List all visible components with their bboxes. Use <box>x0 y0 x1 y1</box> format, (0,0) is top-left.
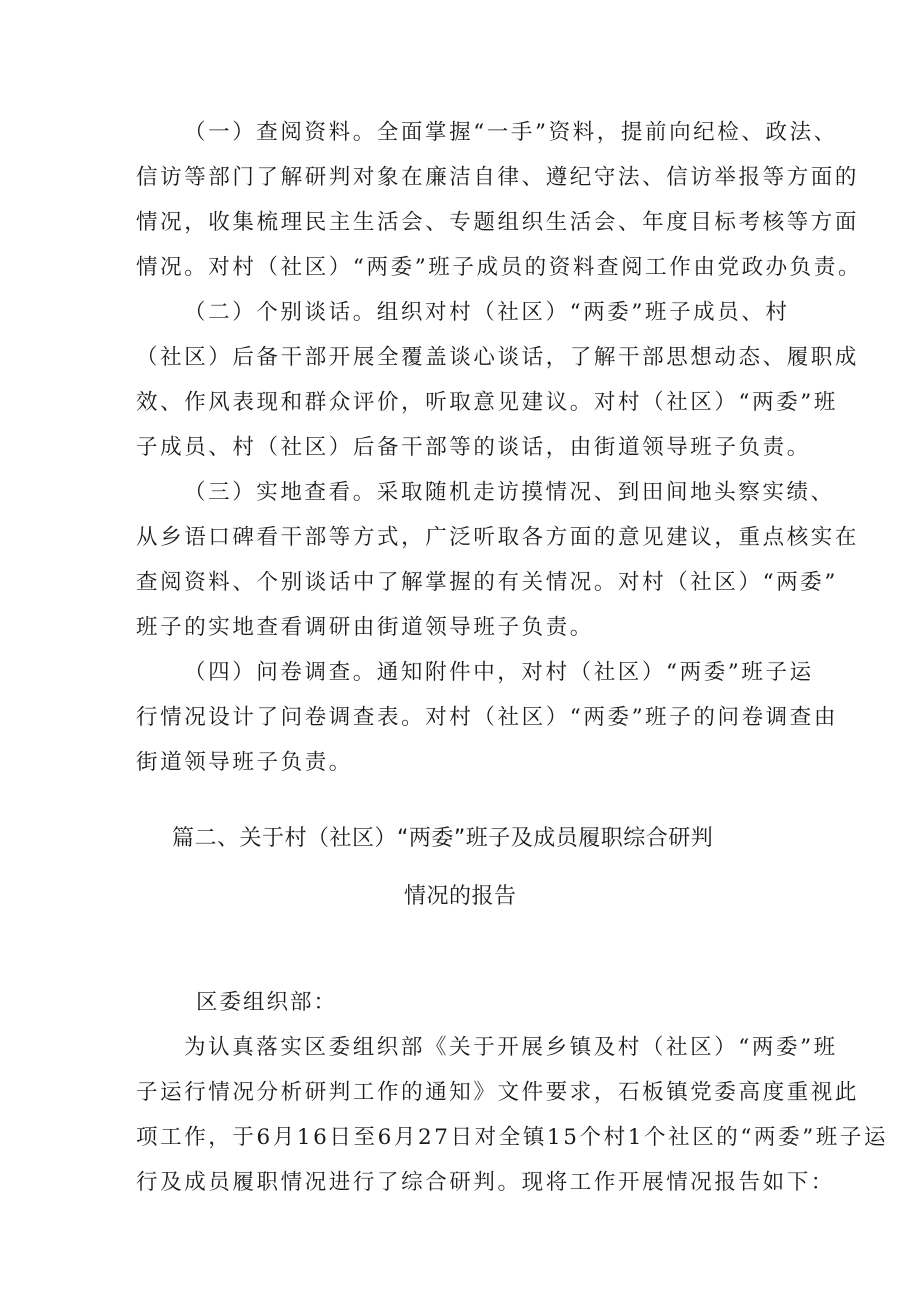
paragraph-3-line-1: （三）实地查看。采取随机走访摸情况、到田间地头察实绩、 <box>184 480 835 505</box>
paragraph-1-line-3: 情况，收集梳理民主生活会、专题组织生活会、年度目标考核等方面 <box>136 210 860 235</box>
paragraph-4-line-1: （四）问卷调查。通知附件中，对村（社区）“两委”班子运 <box>184 660 814 685</box>
paragraph-3-line-4: 班子的实地查看调研由街道领导班子负责。 <box>136 615 594 640</box>
report-title-line-2: 情况的报告 <box>404 884 517 909</box>
paragraph-4-line-3: 街道领导班子负责。 <box>136 750 353 775</box>
report-body-line-4: 行及成员履职情况进行了综合研判。现将工作开展情况报告如下： <box>136 1170 835 1195</box>
paragraph-1-line-4: 情况。对村（社区）“两委”班子成员的资料查阅工作由党政办负责。 <box>136 255 863 280</box>
paragraph-2-line-3: 效、作风表现和群众评价，听取意见建议。对村（社区）“两委”班 <box>136 390 838 415</box>
paragraph-3-line-3: 查阅资料、个别谈话中了解掌握的有关情况。对村（社区）“两委” <box>136 570 838 595</box>
paragraph-2-line-1: （二）个别谈话。组织对村（社区）“两委”班子成员、村 <box>184 300 790 325</box>
paragraph-1-line-2: 信访等部门了解研判对象在廉洁自律、遵纪守法、信访举报等方面的 <box>136 165 860 190</box>
salutation: 区委组织部： <box>196 990 338 1015</box>
paragraph-2-line-4: 子成员、村（社区）后备干部等的谈话，由街道领导班子负责。 <box>136 435 811 460</box>
report-body-line-1: 为认真落实区委组织部《关于开展乡镇及村（社区）“两委”班 <box>184 1035 838 1060</box>
paragraph-2-line-2: （社区）后备干部开展全覆盖谈心谈话，了解干部思想动态、履职成 <box>136 345 860 370</box>
report-body-line-3: 项工作，于6月16日至6月27日对全镇15个村1个社区的“两委”班子运 <box>136 1125 889 1150</box>
paragraph-4-line-2: 行情况设计了问卷调查表。对村（社区）“两委”班子的问卷调查由 <box>136 705 838 730</box>
paragraph-1-line-1: （一）查阅资料。全面掌握“一手”资料，提前向纪检、政法、 <box>184 120 838 145</box>
report-body-line-2: 子运行情况分析研判工作的通知》文件要求，石板镇党委高度重视此 <box>136 1080 860 1105</box>
paragraph-3-line-2: 从乡语口碑看干部等方式，广泛听取各方面的意见建议，重点核实在 <box>136 525 860 550</box>
report-title-line-1: 篇二、关于村（社区）“两委”班子及成员履职综合研判 <box>172 826 714 851</box>
